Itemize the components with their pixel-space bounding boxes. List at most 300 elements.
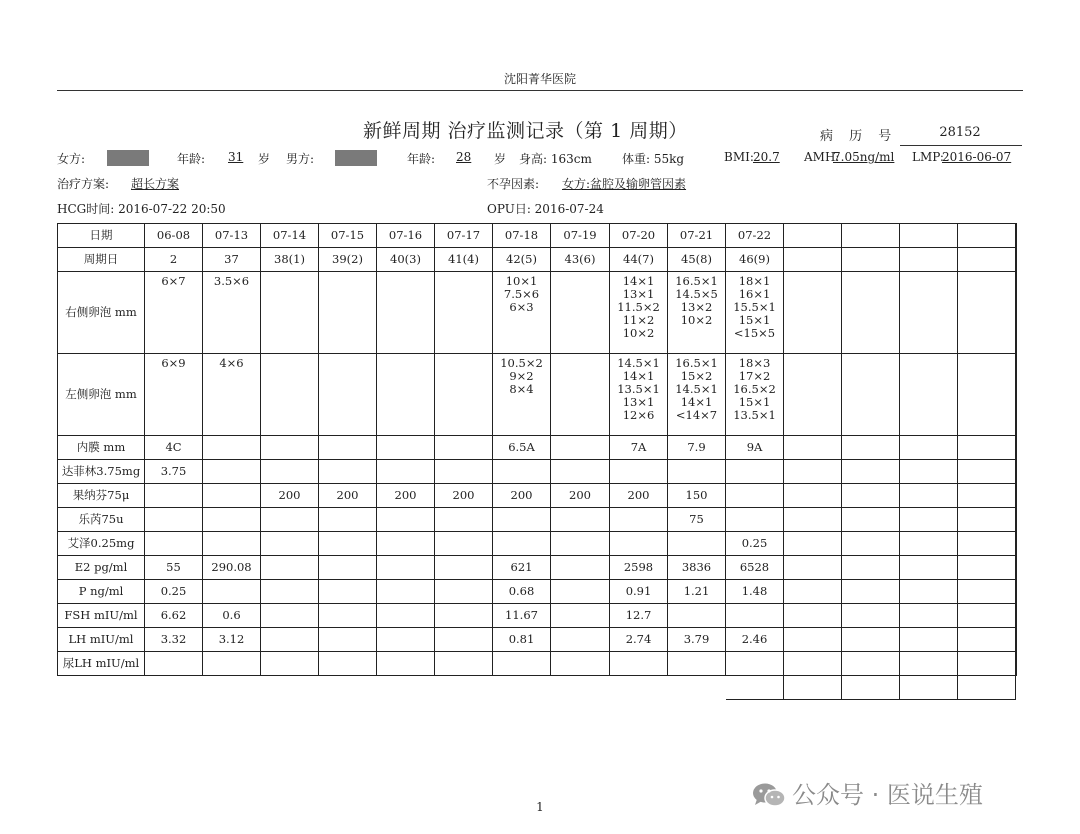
height: 身高: 163cm [519, 152, 592, 166]
table-cell [842, 580, 900, 604]
male-age: 28 [456, 150, 472, 164]
table-cell: 07-22 [726, 224, 784, 248]
table-cell [1016, 652, 1017, 676]
table-cell [493, 676, 551, 700]
table-cell [900, 354, 958, 436]
table-cell [842, 532, 900, 556]
table-cell [668, 460, 726, 484]
table-cell [842, 604, 900, 628]
row-left-follicles [58, 354, 1017, 436]
table-cell [1016, 628, 1017, 652]
table-cell [958, 628, 1016, 652]
table-cell [319, 272, 377, 354]
table-cell: 3.32 [145, 628, 203, 652]
table-cell [900, 556, 958, 580]
table-cell [668, 652, 726, 676]
table-cell [261, 532, 319, 556]
table-cell [900, 272, 958, 354]
page-number: 1 [536, 800, 544, 814]
table-cell [726, 676, 784, 700]
table-cell [842, 272, 900, 354]
table-cell [900, 248, 958, 272]
table-cell [435, 628, 493, 652]
row-e2 [58, 556, 1017, 580]
table-cell [551, 556, 610, 580]
table-cell [261, 628, 319, 652]
table-cell: 200 [261, 484, 319, 508]
table-cell [958, 484, 1016, 508]
table-cell [203, 436, 261, 460]
table-cell [319, 532, 377, 556]
table-cell [900, 532, 958, 556]
row-label: FSH mIU/ml [58, 604, 145, 628]
table-cell: 1.48 [726, 580, 784, 604]
table-cell: 07-20 [610, 224, 668, 248]
record-number-label: 病 历 号 [820, 129, 898, 144]
table-cell [958, 436, 1016, 460]
row-endometrium [58, 436, 1017, 460]
table-cell [435, 436, 493, 460]
table-cell [842, 628, 900, 652]
table-cell: 200 [610, 484, 668, 508]
table-cell [610, 460, 668, 484]
table-cell [261, 272, 319, 354]
table-cell [842, 484, 900, 508]
table-cell [435, 508, 493, 532]
table-cell: 06-08 [145, 224, 203, 248]
table-cell [726, 460, 784, 484]
table-cell: 11.67 [493, 604, 551, 628]
row-dates [58, 224, 1017, 248]
female-name-redacted [107, 150, 149, 166]
weight: 体重: 55kg [622, 152, 685, 166]
table-cell: 621 [493, 556, 551, 580]
table-cell [319, 676, 377, 700]
table-cell [958, 556, 1016, 580]
table-cell [668, 676, 726, 700]
table-cell [203, 460, 261, 484]
row-cycle-day [58, 248, 1017, 272]
male-age-unit: 岁 [494, 152, 507, 166]
table-cell [145, 532, 203, 556]
table-cell [551, 532, 610, 556]
table-cell: 3.79 [668, 628, 726, 652]
bmi-label: BMI: [724, 150, 754, 164]
row-extra [58, 676, 1017, 700]
table-cell [435, 556, 493, 580]
header-rule [57, 90, 1023, 91]
table-cell: 0.81 [493, 628, 551, 652]
table-cell: 6.62 [145, 604, 203, 628]
table-cell: 3.12 [203, 628, 261, 652]
table-cell [842, 354, 900, 436]
table-cell: 07-15 [319, 224, 377, 248]
table-cell: 3.75 [145, 460, 203, 484]
table-cell [726, 508, 784, 532]
table-cell: 16.5×1 14.5×5 13×2 10×2 [668, 272, 726, 354]
table-cell [435, 652, 493, 676]
table-cell: 07-13 [203, 224, 261, 248]
row-label: 右侧卵泡 mm [58, 272, 145, 354]
row-letrozole [58, 508, 1017, 532]
table-cell [261, 676, 319, 700]
table-cell [261, 556, 319, 580]
table-cell: 0.25 [145, 580, 203, 604]
table-cell: 18×1 16×1 15.5×1 15×1 <15×5 [726, 272, 784, 354]
table-cell [319, 652, 377, 676]
male-age-label: 年龄: [407, 152, 436, 166]
table-cell: 200 [319, 484, 377, 508]
row-label: 达菲林3.75mg [58, 460, 145, 484]
table-cell: 14.5×1 14×1 13.5×1 13×1 12×6 [610, 354, 668, 436]
row-fsh [58, 604, 1017, 628]
table-cell [145, 508, 203, 532]
table-cell: 41(4) [435, 248, 493, 272]
table-cell [958, 676, 1016, 700]
record-number-rule [900, 145, 1022, 146]
lmp-label: LMP: [912, 150, 944, 164]
table-cell: 55 [145, 556, 203, 580]
amh-value: 7.05ng/ml [833, 150, 895, 164]
table-cell [145, 652, 203, 676]
table-cell [842, 676, 900, 700]
table-cell [319, 580, 377, 604]
table-cell [842, 224, 900, 248]
table-cell: 200 [551, 484, 610, 508]
table-cell: 43(6) [551, 248, 610, 272]
table-cell [958, 652, 1016, 676]
table-cell [958, 460, 1016, 484]
table-cell [551, 354, 610, 436]
table-cell [958, 508, 1016, 532]
table-cell [551, 652, 610, 676]
table-cell: 07-18 [493, 224, 551, 248]
table-cell [377, 272, 435, 354]
table-cell [958, 272, 1016, 354]
table-cell [551, 628, 610, 652]
table-cell: 6.5A [493, 436, 551, 460]
table-cell [784, 248, 842, 272]
table-cell [842, 508, 900, 532]
table-cell [551, 272, 610, 354]
table-cell [784, 224, 842, 248]
page-title: 新鲜周期 治疗监测记录（第 1 周期） [363, 120, 688, 142]
table-cell [784, 628, 842, 652]
table-cell: 37 [203, 248, 261, 272]
table-cell: 75 [668, 508, 726, 532]
table-cell [203, 484, 261, 508]
table-cell [1016, 224, 1017, 248]
row-label: LH mIU/ml [58, 628, 145, 652]
female-age: 31 [228, 150, 244, 164]
row-label: 内膜 mm [58, 436, 145, 460]
table-cell [784, 652, 842, 676]
table-cell [435, 604, 493, 628]
table-cell [1016, 580, 1017, 604]
table-cell: 7A [610, 436, 668, 460]
table-cell [842, 248, 900, 272]
male-label: 男方: [286, 152, 315, 166]
record-number: 28152 [939, 125, 981, 140]
table-cell [900, 224, 958, 248]
table-cell: 0.25 [726, 532, 784, 556]
table-cell [377, 460, 435, 484]
table-cell [1016, 248, 1017, 272]
table-cell [377, 508, 435, 532]
table-cell [958, 224, 1016, 248]
table-cell [784, 508, 842, 532]
hcg-opu-row [57, 200, 1023, 218]
table-cell: 16.5×1 15×2 14.5×1 14×1 <14×7 [668, 354, 726, 436]
table-cell [203, 580, 261, 604]
table-cell [900, 604, 958, 628]
row-urine-lh [58, 652, 1017, 676]
table-cell: 45(8) [668, 248, 726, 272]
table-cell [668, 532, 726, 556]
table-cell [726, 604, 784, 628]
table-cell: 6×7 [145, 272, 203, 354]
table-cell: 6528 [726, 556, 784, 580]
table-cell [319, 354, 377, 436]
plan-value: 超长方案 [131, 177, 180, 191]
row-label: E2 pg/ml [58, 556, 145, 580]
table-cell: 200 [377, 484, 435, 508]
table-cell [784, 272, 842, 354]
table-cell [842, 652, 900, 676]
table-cell: 2.46 [726, 628, 784, 652]
table-cell: 40(3) [377, 248, 435, 272]
row-cetrotide [58, 532, 1017, 556]
table-cell [319, 508, 377, 532]
table-cell: 2 [145, 248, 203, 272]
hospital-name: 沈阳菁华医院 [503, 72, 576, 86]
table-cell [261, 580, 319, 604]
table-cell [900, 676, 958, 700]
table-cell [261, 354, 319, 436]
table-cell: 07-21 [668, 224, 726, 248]
table-cell: 200 [493, 484, 551, 508]
table-cell [58, 676, 145, 700]
table-cell [1016, 436, 1017, 460]
table-cell [784, 604, 842, 628]
table-cell: 07-19 [551, 224, 610, 248]
table-cell [551, 508, 610, 532]
table-cell [203, 532, 261, 556]
row-lh [58, 628, 1017, 652]
table-cell [377, 652, 435, 676]
table-cell: 14×1 13×1 11.5×2 11×2 10×2 [610, 272, 668, 354]
table-cell [551, 460, 610, 484]
table-cell: 1.21 [668, 580, 726, 604]
table-cell: 4C [145, 436, 203, 460]
table-cell [493, 532, 551, 556]
table-cell: 07-14 [261, 224, 319, 248]
table-cell [1016, 532, 1017, 556]
table-cell [610, 508, 668, 532]
table-cell: 12.7 [610, 604, 668, 628]
watermark-text: 公众号 · 医说生殖 [792, 781, 983, 809]
table-cell [551, 604, 610, 628]
table-cell: 44(7) [610, 248, 668, 272]
table-cell [784, 484, 842, 508]
table-cell: 18×3 17×2 16.5×2 15×1 13.5×1 [726, 354, 784, 436]
table-cell [551, 676, 610, 700]
row-label: 果纳芬75μ [58, 484, 145, 508]
opu-date: OPU日: 2016-07-24 [487, 202, 604, 216]
table-cell [958, 248, 1016, 272]
table-cell [726, 652, 784, 676]
table-cell [145, 676, 203, 700]
table-cell: 0.68 [493, 580, 551, 604]
table-cell [203, 508, 261, 532]
table-cell: 07-16 [377, 224, 435, 248]
female-age-unit: 岁 [258, 152, 271, 166]
table-cell [319, 604, 377, 628]
table-cell [261, 604, 319, 628]
infertility-label: 不孕因素: [487, 177, 540, 191]
table-cell [377, 556, 435, 580]
table-cell [784, 460, 842, 484]
table-cell [784, 436, 842, 460]
table-cell: 0.6 [203, 604, 261, 628]
table-cell: 42(5) [493, 248, 551, 272]
infertility-value: 女方:盆腔及输卵管因素 [562, 177, 687, 191]
table-cell: 2.74 [610, 628, 668, 652]
table-cell [1016, 508, 1017, 532]
table-cell [261, 460, 319, 484]
table-cell [900, 508, 958, 532]
table-cell: 200 [435, 484, 493, 508]
male-name-redacted [335, 150, 377, 166]
table-cell: 10×1 7.5×6 6×3 [493, 272, 551, 354]
table-cell [493, 652, 551, 676]
table-cell [784, 676, 842, 700]
female-age-label: 年龄: [177, 152, 206, 166]
table-cell [377, 604, 435, 628]
table-cell [1016, 354, 1017, 436]
row-label: 左侧卵泡 mm [58, 354, 145, 436]
table-cell [435, 580, 493, 604]
table-cell [261, 436, 319, 460]
table-cell [668, 604, 726, 628]
table-cell: 3836 [668, 556, 726, 580]
table-cell [1016, 604, 1017, 628]
table-cell [900, 652, 958, 676]
table-cell [493, 460, 551, 484]
patient-info-row [57, 150, 1023, 168]
table-cell [377, 580, 435, 604]
table-cell [842, 460, 900, 484]
row-label: 艾泽0.25mg [58, 532, 145, 556]
table-cell [610, 676, 668, 700]
table-cell [377, 354, 435, 436]
table-cell [900, 580, 958, 604]
table-cell: 9A [726, 436, 784, 460]
row-label: P ng/ml [58, 580, 145, 604]
table-cell [377, 628, 435, 652]
row-right-follicles [58, 272, 1017, 354]
table-cell [319, 628, 377, 652]
amh-label: AMH: [804, 150, 840, 164]
table-cell [261, 508, 319, 532]
table-cell [551, 436, 610, 460]
table-cell [377, 532, 435, 556]
table-cell [435, 272, 493, 354]
table-cell [958, 532, 1016, 556]
table-cell [958, 580, 1016, 604]
table-cell: 4×6 [203, 354, 261, 436]
wechat-icon [752, 782, 786, 808]
table-cell: 150 [668, 484, 726, 508]
table-cell [784, 532, 842, 556]
table-cell: 3.5×6 [203, 272, 261, 354]
table-cell [900, 436, 958, 460]
row-label: 尿LH mIU/ml [58, 652, 145, 676]
table-cell [493, 508, 551, 532]
table-cell [145, 484, 203, 508]
watermark [752, 775, 983, 810]
table-cell [958, 354, 1016, 436]
table-cell [784, 580, 842, 604]
table-cell [842, 436, 900, 460]
table-cell: 38(1) [261, 248, 319, 272]
row-label: 乐芮75u [58, 508, 145, 532]
table-cell [842, 556, 900, 580]
table-cell: 07-17 [435, 224, 493, 248]
table-cell [610, 532, 668, 556]
table-cell [1016, 272, 1017, 354]
table-cell: 46(9) [726, 248, 784, 272]
row-label: 日期 [58, 224, 145, 248]
hcg-time: HCG时间: 2016-07-22 20:50 [57, 202, 226, 216]
table-cell: 290.08 [203, 556, 261, 580]
table-cell [784, 556, 842, 580]
table-cell [1016, 460, 1017, 484]
table-cell [435, 354, 493, 436]
plan-label: 治疗方案: [57, 177, 110, 191]
row-gonal-f [58, 484, 1017, 508]
table-cell [1016, 484, 1017, 508]
bmi-value: 20.7 [753, 150, 780, 164]
table-cell: 6×9 [145, 354, 203, 436]
table-cell [726, 484, 784, 508]
table-cell [958, 604, 1016, 628]
table-cell [261, 652, 319, 676]
table-cell [900, 628, 958, 652]
row-label: 周期日 [58, 248, 145, 272]
lmp-value: 2016-06-07 [942, 150, 1012, 164]
table-cell [203, 676, 261, 700]
table-cell [784, 354, 842, 436]
table-cell: 39(2) [319, 248, 377, 272]
table-cell [435, 460, 493, 484]
female-label: 女方: [57, 152, 86, 166]
table-cell [1016, 556, 1017, 580]
table-cell [435, 532, 493, 556]
table-cell [319, 556, 377, 580]
table-cell [610, 652, 668, 676]
row-diphereline [58, 460, 1017, 484]
table-cell [377, 676, 435, 700]
table-cell: 7.9 [668, 436, 726, 460]
table-cell [319, 436, 377, 460]
table-cell: 0.91 [610, 580, 668, 604]
table-cell [435, 676, 493, 700]
table-cell: 10.5×2 9×2 8×4 [493, 354, 551, 436]
table-cell [900, 460, 958, 484]
table-cell: 2598 [610, 556, 668, 580]
table-cell [900, 484, 958, 508]
